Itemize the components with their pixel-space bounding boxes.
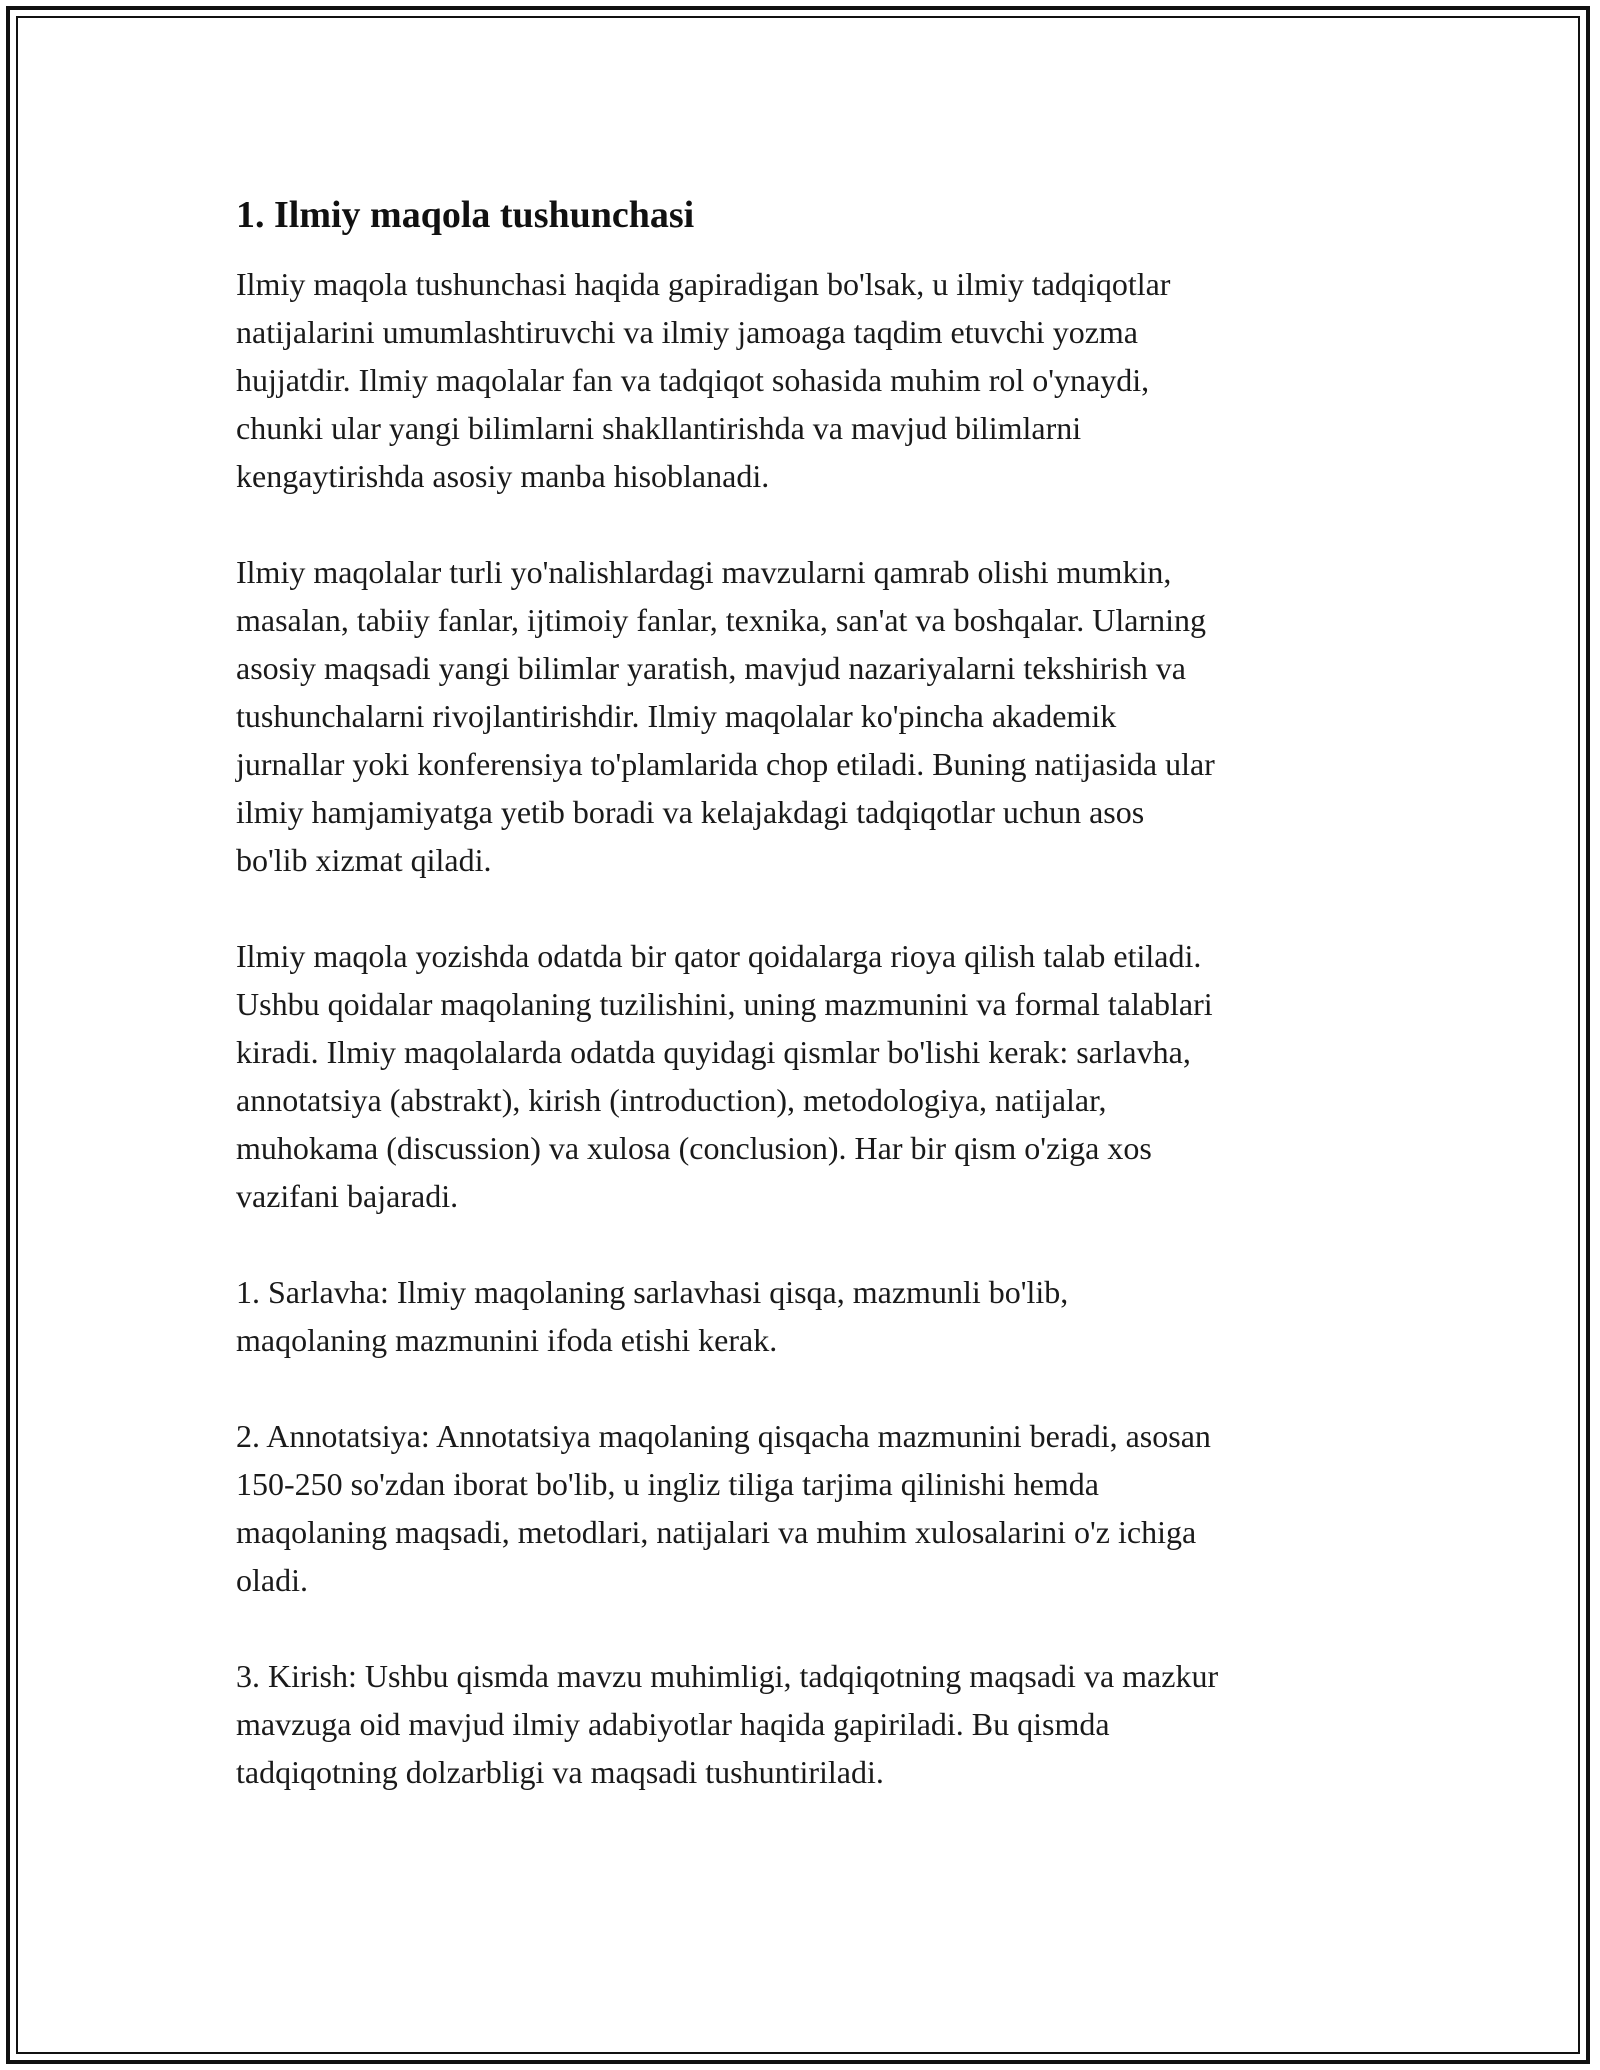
text-line: kengaytirishda asosiy manba hisoblanadi.: [236, 458, 770, 494]
text-line: annotatsiya (abstrakt), kirish (introduction), metodologiya, natijalar,: [236, 1082, 1107, 1118]
text-line: tushunchalarni rivojlantirishdir. Ilmiy maqolalar ko'pincha akademik: [236, 698, 1117, 734]
text-line: 150-250 so'zdan iborat bo'lib, u ingliz tiliga tarjima qilinishi hemda: [236, 1466, 1099, 1502]
document-body: [236, 190, 1386, 1796]
text-line: masalan, tabiiy fanlar, ijtimoiy fanlar, texnika, san'at va boshqalar. Ularning: [236, 602, 1207, 638]
text-line: Ilmiy maqolalar turli yo'nalishlardagi mavzularni qamrab olishi mumkin,: [236, 554, 1172, 590]
text-line: 3. Kirish: Ushbu qismda mavzu muhimligi, tadqiqotning maqsadi va mazkur: [236, 1658, 1219, 1694]
paragraph-scope: [236, 548, 1386, 884]
text-line: asosiy maqsadi yangi bilimlar yaratish, mavjud nazariyalarni tekshirish va: [236, 650, 1186, 686]
text-line: maqolaning maqsadi, metodlari, natijalari va muhim xulosalarini o'z ichiga: [236, 1514, 1197, 1550]
paragraph-structure: [236, 932, 1386, 1220]
text-line: kiradi. Ilmiy maqolalarda odatda quyidagi qismlar bo'lishi kerak: sarlavha,: [236, 1034, 1191, 1070]
list-item-abstract: [236, 1412, 1386, 1604]
text-line: bo'lib xizmat qiladi.: [236, 842, 492, 878]
text-line: maqolaning mazmunini ifoda etishi kerak.: [236, 1322, 778, 1358]
text-line: oladi.: [236, 1562, 308, 1598]
text-line: muhokama (discussion) va xulosa (conclusion). Har bir qism o'ziga xos: [236, 1130, 1152, 1166]
text-line: 2. Annotatsiya: Annotatsiya maqolaning qisqacha mazmunini beradi, asosan: [236, 1418, 1211, 1454]
text-line: 1. Sarlavha: Ilmiy maqolaning sarlavhasi qisqa, mazmunli bo'lib,: [236, 1274, 1069, 1310]
section-heading: 1. Ilmiy maqola tushunchasi: [236, 194, 695, 236]
text-line: jurnallar yoki konferensiya to'plamlarida chop etiladi. Buning natijasida ular: [236, 746, 1215, 782]
text-line: vazifani bajaradi.: [236, 1178, 459, 1214]
text-line: Ushbu qoidalar maqolaning tuzilishini, uning mazmunini va formal talablari: [236, 986, 1213, 1022]
text-line: Ilmiy maqola tushunchasi haqida gapiradigan bo'lsak, u ilmiy tadqiqotlar: [236, 266, 1171, 302]
text-line: natijalarini umumlashtiruvchi va ilmiy jamoaga taqdim etuvchi yozma: [236, 314, 1138, 350]
text-line: chunki ular yangi bilimlarni shakllantirishda va mavjud bilimlarni: [236, 410, 1082, 446]
list-item-title: [236, 1268, 1386, 1364]
text-line: tadqiqotning dolzarbligi va maqsadi tushuntiriladi.: [236, 1754, 884, 1790]
text-line: hujjatdir. Ilmiy maqolalar fan va tadqiqot sohasida muhim rol o'ynaydi,: [236, 362, 1150, 398]
text-line: mavzuga oid mavjud ilmiy adabiyotlar haqida gapiriladi. Bu qismda: [236, 1706, 1110, 1742]
text-line: ilmiy hamjamiyatga yetib boradi va kelajakdagi tadqiqotlar uchun asos: [236, 794, 1145, 830]
paragraph-definition: [236, 260, 1386, 500]
list-item-introduction: [236, 1652, 1386, 1796]
text-line: Ilmiy maqola yozishda odatda bir qator qoidalarga rioya qilish talab etiladi.: [236, 938, 1202, 974]
